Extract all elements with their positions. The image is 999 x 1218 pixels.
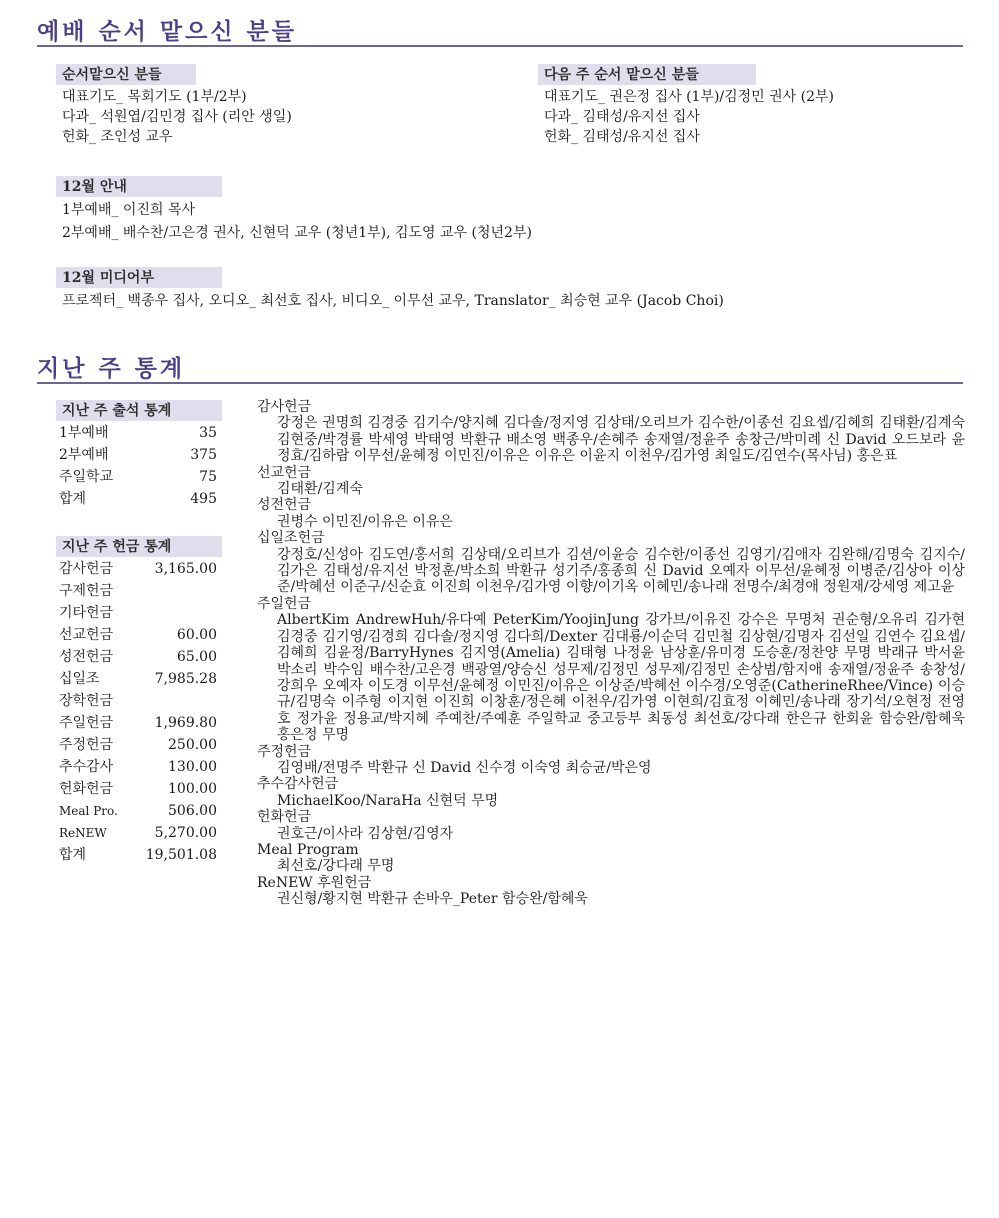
offering-stat-value: 7,985.28 (154, 671, 217, 687)
offering-category-label: Meal Program (257, 841, 359, 858)
offering-stat-value: 5,270.00 (154, 825, 217, 841)
offering-stat-label: 선교헌금 (59, 627, 114, 643)
offering-stat-row (59, 646, 217, 668)
offering-stat-label: 합계 (59, 847, 87, 863)
offering-category-label: 추수감사헌금 (257, 776, 339, 793)
offering-stat-label: 성전헌금 (59, 649, 114, 665)
offering-category-label: 선교헌금 (257, 464, 312, 481)
offering-contributor-names: 권호근/이사라 김상현/김영자 (277, 825, 454, 842)
offering-category-label: 감사헌금 (257, 399, 312, 415)
december-info-block (56, 176, 532, 243)
attendance-label: 1부예배 (59, 425, 109, 441)
offering-contributor-names: MichaelKoo/NaraHa 신현덕 무명 (277, 792, 499, 809)
offering-stat-value: 250.00 (168, 737, 217, 753)
next-role-line: 대표기도_ 권은정 집사 (1부)/김정민 권사 (2부) (544, 89, 835, 105)
offering-contributor-names: 강정은 권명희 김경중 김기수/양지혜 김다솔/정지영 김상태/오리브가 김수한/이종선 김요셉/김혜희 김태환/김계숙 김현중/박경률 박세영 박태영 박환규 배소영 백종우/손혜주 송재열/정윤주 송창근/박미례 신 David 오드보라 윤정효/김하람 이무선/윤혜정 이민진/이유은 이유은 이윤지 이천우/김가영 최일도/김연수(목사님) 홍은표 (277, 415, 965, 465)
offering-stat-row (59, 800, 217, 822)
offering-stat-label: 추수감사 (59, 759, 114, 775)
offering-contributor-names: AlbertKim AndrewHuh/유다예 PeterKim/YoojinJung 강가브/이유진 강수은 무명처 권순형/오유리 김가현 김경중 김기영/김경희 김다솔/정지영 김다희/Dexter 김대룡/이순덕 김민철 김상현/김명자 김선일 김연수 김요셉/김혜희 김윤정/BarryHynes 김지영(Amelia) 김태형 나정윤 남상훈/유미경 도승훈/정찬양 무명 박래규 박서윤 박소리 박수임 배수찬/고은경 백광열/양승신 성무제/김정민 성무제/김정민 손상범/함지애 송재열/정윤주 송창성/강희우 오예자 이도경 이무선/윤혜정 이민진/이유은 이상준/박혜선 이수경/오영준(CatherineRhee/Vince) 이승규/김명숙 이주형 이지현 이진희 이창훈/정은혜 이천우/김가영 이현희/김효정 이혜민/송나래 장기석/오현정 전영호 정가윤 정용교/박지혜 주예찬/주예훈 주일학교 중고등부 최동성 최선호/강다래 한은규 한회윤 함승완/함혜욱 홍은정 무명 (277, 612, 965, 744)
current-role-line: 대표기도_ 목회기도 (1부/2부) (62, 89, 247, 105)
offering-contributor-names: 김영배/전명주 박환규 신 David 신수경 이숙영 최승균/박은영 (277, 759, 652, 776)
offering-stat-row (59, 558, 217, 580)
attendance-label: 주일학교 (59, 469, 114, 485)
offering-category-label: 성전헌금 (257, 497, 312, 514)
offering-stat-value: 3,165.00 (154, 561, 217, 577)
section-divider (37, 382, 963, 384)
offering-stat-label: 장학헌금 (59, 693, 114, 709)
offering-stat-row (59, 580, 217, 602)
offering-category-label: 주일헌금 (257, 595, 312, 612)
current-role-line: 헌화_ 조인성 교우 (62, 129, 173, 145)
offering-contributor-names: 최선호/강다래 무명 (277, 858, 395, 875)
december-info-heading: 12월 안내 (56, 176, 222, 197)
offering-stat-row (59, 712, 217, 734)
media-team-line: 프로젝터_ 백종우 집사, 오디오_ 최선호 집사, 비디오_ 이무선 교우, Translator_ 최승현 교우 (Jacob Choi) (62, 293, 724, 309)
attendance-row (59, 422, 217, 444)
attendance-row (59, 488, 217, 510)
offering-stat-row (59, 602, 217, 624)
offering-stat-label: 주정헌금 (59, 737, 114, 753)
attendance-heading: 지난 주 출석 통계 (56, 400, 222, 421)
offering-stat-label: 주일헌금 (59, 715, 114, 731)
offering-stat-row (59, 668, 217, 690)
offering-stat-value: 65.00 (176, 649, 217, 665)
offering-stats-heading: 지난 주 헌금 통계 (56, 536, 222, 557)
attendance-value: 375 (190, 447, 217, 463)
section-divider (37, 45, 963, 47)
offering-stat-row (59, 778, 217, 800)
current-roles-heading: 순서맡으신 분들 (56, 64, 196, 85)
offering-category-label: 헌화헌금 (257, 809, 312, 826)
offering-stat-label: 십일조 (59, 671, 100, 687)
offering-stat-row (59, 690, 217, 712)
offering-stat-value: 1,969.80 (154, 715, 217, 731)
attendance-value: 35 (199, 425, 217, 441)
attendance-row (59, 466, 217, 488)
next-role-line: 다과_ 김태성/유지선 집사 (544, 109, 700, 125)
offering-contributor-names: 권신형/황지현 박환규 손바우_Peter 함승완/함혜욱 (277, 891, 588, 908)
december-info-line: 1부예배_ 이진희 목사 (62, 202, 195, 218)
offering-stat-row (59, 624, 217, 646)
offering-category-label: 주정헌금 (257, 743, 312, 760)
offering-contributor-names: 강정호/신성아 김도연/홍서희 김상태/오리브가 김션/이윤승 김수한/이종선 김영기/김애자 김완해/김명숙 김지수/김가은 김태성/유지선 박정훈/박소희 박환규 성기주/홍종희 신 David 오예자 이무선/윤혜정 이병준/김상아 이상준/박혜선 이준구/신순효 이진희 이천우/김가영 이향/이기옥 이혜민/송나래 전명수/최경애 정원재/강세영 제고윤 (277, 546, 965, 596)
attendance-row (59, 444, 217, 466)
offering-stat-value: 506.00 (168, 803, 217, 819)
offering-stat-row (59, 822, 217, 844)
offering-stat-label: 감사헌금 (59, 561, 114, 577)
offering-stat-value: 130.00 (168, 759, 217, 775)
december-info-line: 2부예배_ 배수찬/고은경 권사, 신현덕 교우 (청년1부), 김도영 교우 (청년2부) (62, 225, 532, 241)
media-team-heading: 12월 미디어부 (56, 267, 222, 288)
offering-stat-value: 60.00 (176, 627, 217, 643)
section-title-worship-roles: 예배 순서 맡으신 분들 (37, 18, 297, 45)
offering-stat-label: Meal Pro. (59, 804, 118, 818)
attendance-value: 495 (190, 491, 217, 507)
next-role-line: 헌화_ 김태성/유지선 집사 (544, 129, 700, 145)
offering-stat-value: 19,501.08 (145, 847, 217, 863)
offering-stat-label: 헌화헌금 (59, 781, 114, 797)
offering-stat-row (59, 734, 217, 756)
offering-stat-row (59, 844, 217, 866)
offering-contributor-names: 권병수 이민진/이유은 이유은 (277, 513, 453, 530)
attendance-value: 75 (199, 469, 217, 485)
section-title-last-week-stats: 지난 주 통계 (37, 355, 186, 382)
current-role-line: 다과_ 석원엽/김민경 집사 (리안 생일) (62, 109, 292, 125)
offering-stat-label: ReNEW (59, 826, 107, 840)
offering-category-label: ReNEW 후원헌금 (257, 874, 372, 891)
media-team-block (56, 267, 724, 311)
offering-contributor-names: 김태환/김계숙 (277, 481, 363, 498)
offering-stat-value: 100.00 (168, 781, 217, 797)
offering-stat-row (59, 756, 217, 778)
offering-category-label: 십일조헌금 (257, 530, 325, 547)
attendance-label: 2부예배 (59, 447, 109, 463)
offering-stat-label: 구제헌금 (59, 583, 114, 599)
attendance-stats-block (56, 400, 222, 510)
offering-contributors-list (257, 399, 965, 908)
attendance-label: 합계 (59, 491, 87, 507)
offering-stats-block (56, 536, 222, 866)
next-roles-block (538, 64, 834, 147)
offering-stat-label: 기타헌금 (59, 605, 114, 621)
current-roles-block (56, 64, 292, 147)
next-roles-heading: 다음 주 순서 맡으신 분들 (538, 64, 756, 85)
